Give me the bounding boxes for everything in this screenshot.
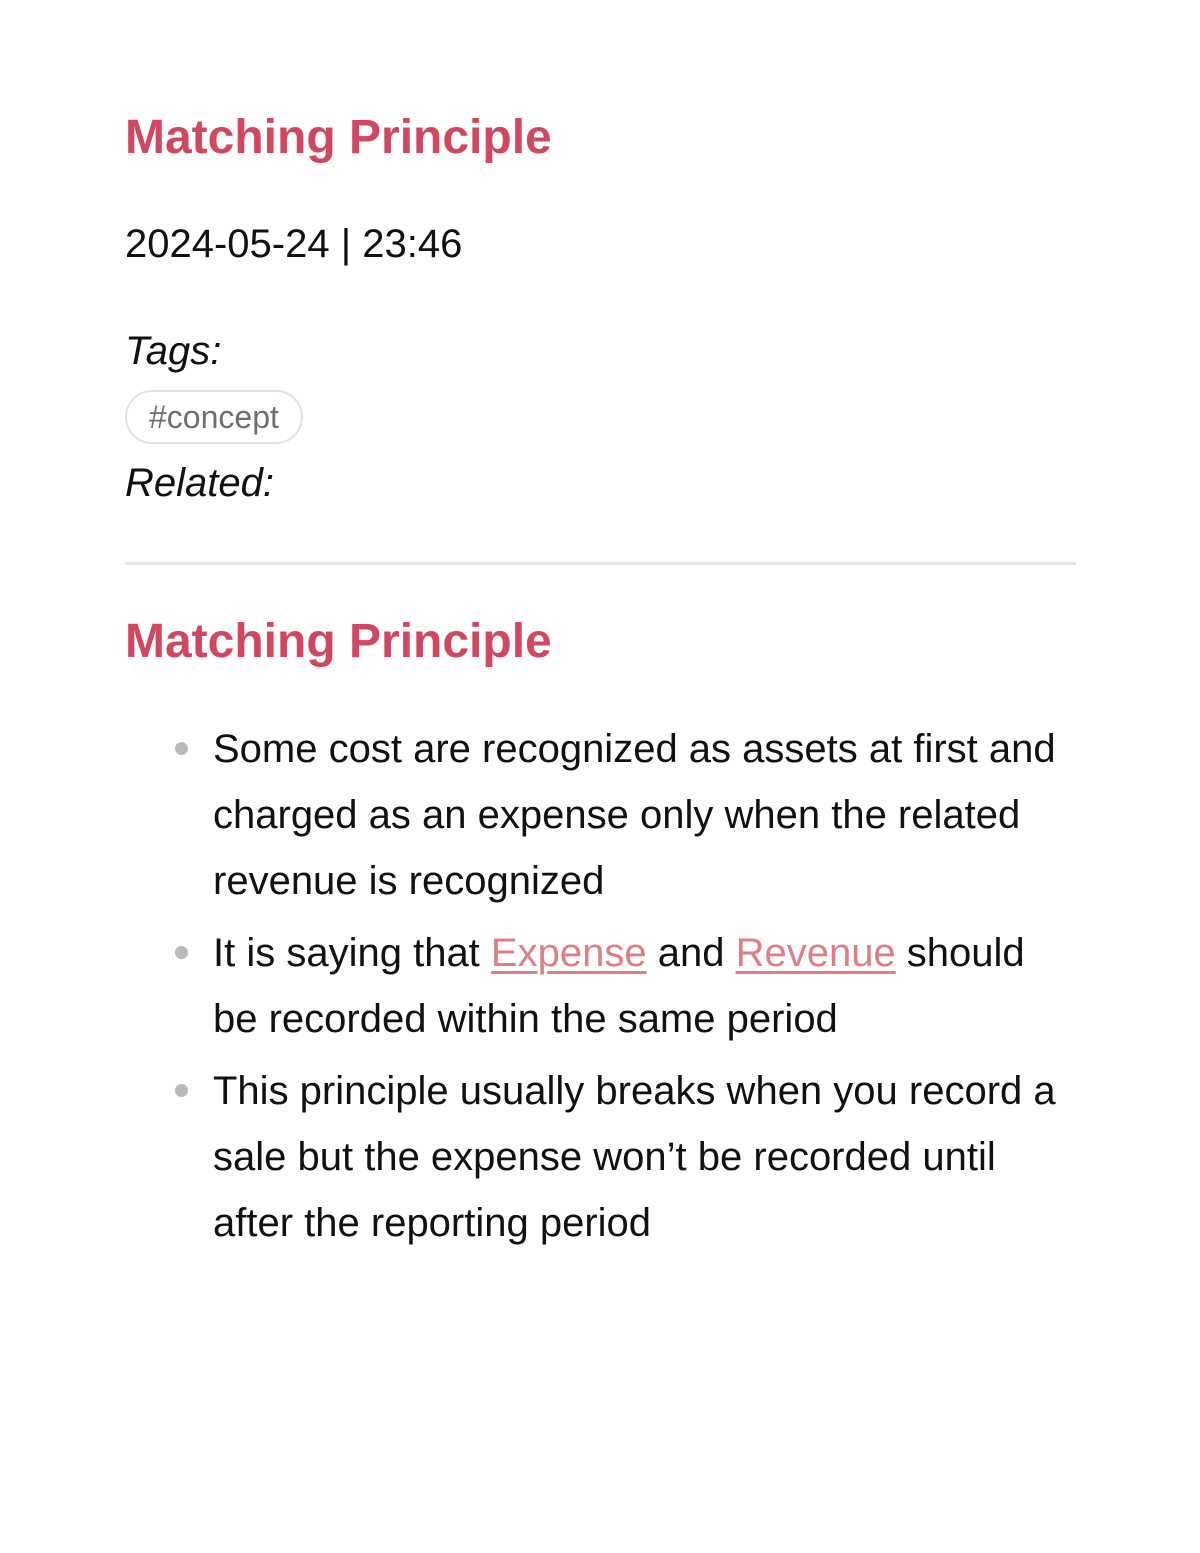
page-title: Matching Principle <box>125 111 552 164</box>
bullet-text-after: should be recorded within the same period <box>213 931 1025 1041</box>
bullet-text-before: It is saying that <box>213 931 491 975</box>
section-heading: Matching Principle <box>125 615 552 668</box>
bullet-dot-icon <box>175 1084 188 1097</box>
bullet-text-middle: and <box>646 931 736 975</box>
bullet-dot-icon <box>175 742 188 755</box>
bullet-text: This principle usually breaks when you record a sale but the expense won’t be recorded until after the reporting period <box>213 1069 1056 1245</box>
tag-concept[interactable]: #concept <box>125 390 303 444</box>
tags-label: Tags: <box>125 329 222 373</box>
list-item <box>213 920 1073 1052</box>
list-item <box>213 716 1073 914</box>
bullet-dot-icon <box>175 946 188 959</box>
revenue-link[interactable]: Revenue <box>735 931 896 975</box>
list-item <box>213 1058 1073 1256</box>
bullet-text: Some cost are recognized as assets at first and charged as an expense only when the related revenue is recognized <box>213 727 1056 903</box>
related-label: Related: <box>125 461 274 505</box>
expense-link[interactable]: Expense <box>490 931 647 975</box>
bullet-list <box>213 716 1073 1262</box>
note-datetime: 2024-05-24 | 23:46 <box>125 222 463 266</box>
section-divider <box>125 562 1076 565</box>
